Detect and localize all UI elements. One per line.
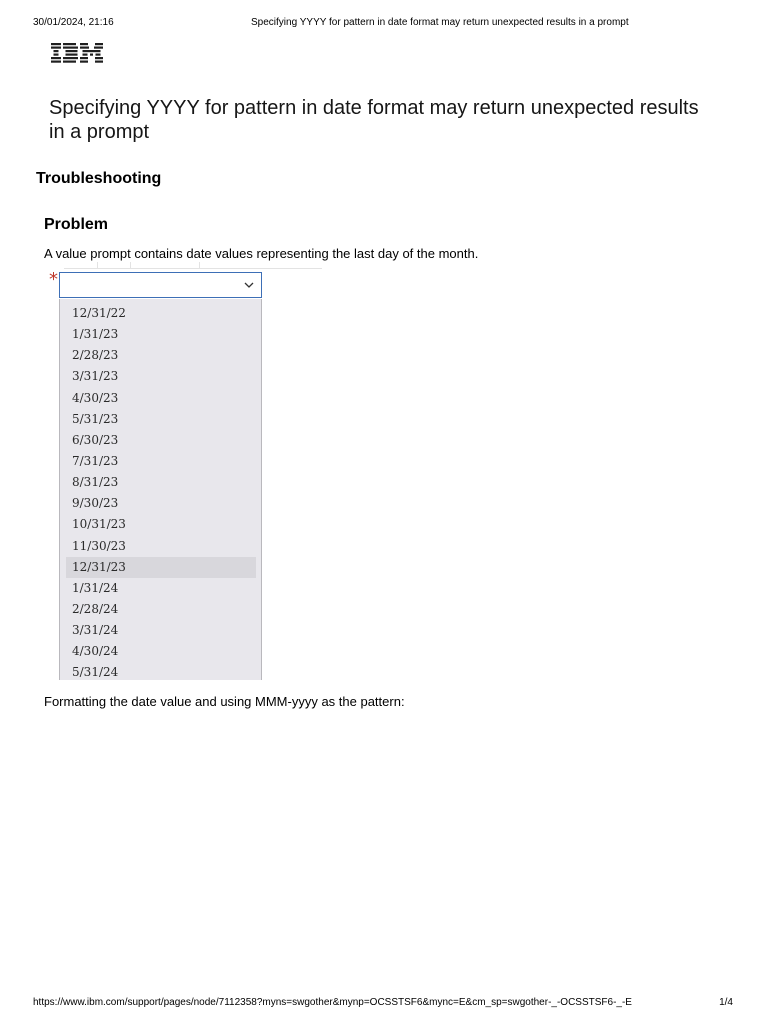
value-prompt-screenshot bbox=[44, 262, 324, 680]
table-border-tick bbox=[199, 262, 200, 269]
dropdown-option[interactable]: 1/31/23 bbox=[72, 327, 119, 342]
dropdown-option[interactable]: 12/31/23 bbox=[66, 557, 256, 578]
chevron-down-icon[interactable] bbox=[243, 278, 255, 292]
formatting-text: Formatting the date value and using MMM-yyyy as the pattern: bbox=[44, 694, 405, 709]
dropdown-option[interactable]: 3/31/24 bbox=[72, 623, 119, 638]
dropdown-option[interactable]: 1/31/24 bbox=[72, 580, 119, 595]
page-number: 1/4 bbox=[719, 997, 733, 1008]
dropdown-options-list[interactable] bbox=[59, 299, 262, 680]
dropdown-option[interactable]: 5/31/23 bbox=[72, 411, 119, 426]
dropdown-option[interactable]: 3/31/23 bbox=[72, 369, 119, 384]
ibm-logo[interactable] bbox=[51, 41, 103, 65]
dropdown-option[interactable]: 5/31/24 bbox=[72, 665, 119, 680]
dropdown-option[interactable]: 6/30/23 bbox=[72, 432, 119, 447]
print-datetime: 30/01/2024, 21:16 bbox=[33, 17, 114, 28]
category-heading: Troubleshooting bbox=[36, 170, 162, 187]
table-border-tick bbox=[97, 262, 98, 269]
dropdown-option[interactable]: 4/30/23 bbox=[72, 390, 119, 405]
dropdown-option[interactable]: 11/30/23 bbox=[72, 538, 126, 553]
dropdown-option[interactable]: 9/30/23 bbox=[72, 496, 119, 511]
table-border-lines bbox=[64, 268, 322, 269]
dropdown-option[interactable]: 2/28/24 bbox=[72, 601, 119, 616]
value-prompt-select[interactable] bbox=[59, 272, 262, 298]
print-footer bbox=[33, 996, 735, 1010]
dropdown-option[interactable]: 4/30/24 bbox=[72, 644, 119, 659]
dropdown-option[interactable]: 10/31/23 bbox=[72, 517, 126, 532]
page-title: Specifying YYYY for pattern in date format may return unexpected results in a prompt bbox=[49, 97, 699, 143]
required-marker: * bbox=[49, 269, 58, 290]
problem-text: A value prompt contains date values representing the last day of the month. bbox=[44, 246, 479, 261]
print-url: https://www.ibm.com/support/pages/node/7112358?myns=swgother&mynp=OCSSTSF6&mync=E&cm_sp=swgother-_-OCSSTSF6-_-E bbox=[33, 997, 632, 1008]
dropdown-option[interactable]: 7/31/23 bbox=[72, 453, 119, 468]
table-border-tick bbox=[130, 262, 131, 269]
problem-heading: Problem bbox=[44, 216, 109, 233]
print-header bbox=[33, 16, 735, 30]
dropdown-option[interactable]: 12/31/22 bbox=[72, 306, 126, 320]
print-header-title: Specifying YYYY for pattern in date format may return unexpected results in a prompt bbox=[251, 17, 629, 28]
dropdown-option[interactable]: 2/28/23 bbox=[72, 348, 119, 363]
dropdown-option[interactable]: 8/31/23 bbox=[72, 475, 119, 490]
